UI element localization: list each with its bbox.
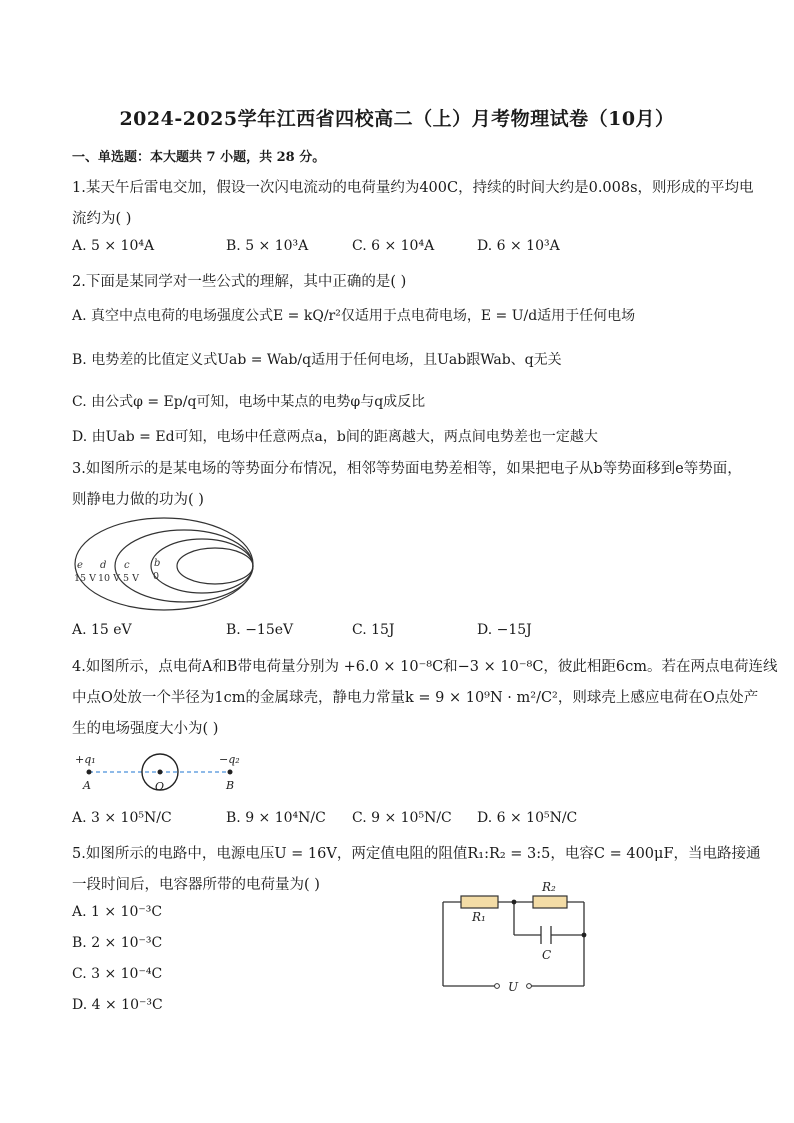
q3-stem-line1: 3.如图所示的是某电场的等势面分布情况，相邻等势面电势差相等，如果把电子从b等势面移到e等势面， xyxy=(72,461,742,477)
label-b: B xyxy=(226,779,235,792)
junction-left xyxy=(512,900,517,905)
label-u: U xyxy=(508,980,519,994)
q4-option-b[interactable]: B. 9 × 10⁴N/C xyxy=(226,810,326,826)
q2-option-c[interactable]: C. 由公式φ = Ep/q可知，电场中某点的电势φ与q成反比 xyxy=(72,394,426,410)
charge-b-dot xyxy=(228,770,233,775)
q4-option-a[interactable]: A. 3 × 10⁵N/C xyxy=(72,810,172,826)
q3-option-a[interactable]: A. 15 eV xyxy=(72,622,132,638)
potential-d: 10 V xyxy=(98,573,120,584)
q2-option-a[interactable]: A. 真空中点电荷的电场强度公式E = kQ/r²仅适用于点电荷电场，E = U/d适用于任何电场 xyxy=(72,308,636,324)
q4-stem-line3: 生的电场强度大小为( ) xyxy=(72,721,219,737)
charges-figure xyxy=(72,748,252,796)
label-c: c xyxy=(124,560,130,571)
potential-c: 5 V xyxy=(123,573,139,584)
resistor-r2 xyxy=(533,896,567,908)
q3-stem-line2: 则静电力做的功为( ) xyxy=(72,492,204,508)
equipotential-c xyxy=(151,539,253,593)
q5-option-d[interactable]: D. 4 × 10⁻³C xyxy=(72,997,163,1013)
charge-a-dot xyxy=(87,770,92,775)
q3-option-c[interactable]: C. 15J xyxy=(352,622,395,638)
q4-stem-line1: 4.如图所示，点电荷A和B带电荷量分别为 +6.0 × 10⁻⁸C和−3 × 10⁻⁸C，彼此相距6cm。若在两点电荷连线 xyxy=(72,659,778,675)
q1-option-c[interactable]: C. 6 × 10⁴A xyxy=(352,238,435,254)
q3-option-b[interactable]: B. −15eV xyxy=(226,622,294,638)
q5-option-c[interactable]: C. 3 × 10⁻⁴C xyxy=(72,966,163,982)
label-a: A xyxy=(83,779,91,792)
label-e: e xyxy=(77,560,83,571)
q5-stem-line2: 一段时间后，电容器所带的电荷量为( ) xyxy=(72,877,320,893)
q1-option-d[interactable]: D. 6 × 10³A xyxy=(477,238,560,254)
label-r2: R₂ xyxy=(542,880,556,894)
q1-option-b[interactable]: B. 5 × 10³A xyxy=(226,238,309,254)
equipotential-figure xyxy=(72,514,257,612)
q4-stem-line2: 中点O处放一个半径为1cm的金属球壳，静电力常量k = 9 × 10⁹N · m²/C²，则球壳上感应电荷在O点处产 xyxy=(72,690,759,706)
label-b: b xyxy=(154,558,161,569)
label-minus-q2: −q₂ xyxy=(219,753,240,766)
q2-option-d[interactable]: D. 由Uab = Ed可知，电场中任意两点a，b间的距离越大，两点间电势差也一定越大 xyxy=(72,429,598,445)
resistor-r1 xyxy=(461,896,498,908)
q1-option-a[interactable]: A. 5 × 10⁴A xyxy=(72,238,155,254)
equipotential-b xyxy=(177,548,253,584)
q4-option-d[interactable]: D. 6 × 10⁵N/C xyxy=(477,810,578,826)
q4-option-c[interactable]: C. 9 × 10⁵N/C xyxy=(352,810,452,826)
terminal-right xyxy=(527,984,532,989)
q1-stem-line1: 1.某天午后雷电交加，假设一次闪电流动的电荷量约为400C，持续的时间大约是0.008s，则形成的平均电 xyxy=(72,180,754,196)
q2-stem: 2.下面是某同学对一些公式的理解，其中正确的是( ) xyxy=(72,274,407,290)
q5-stem-line1: 5.如图所示的电路中，电源电压U = 16V，两定值电阻的阻值R₁:R₂ = 3:5，电容C = 400μF，当电路接通 xyxy=(72,846,761,862)
q5-option-a[interactable]: A. 1 × 10⁻³C xyxy=(72,904,163,920)
page-title: 2024-2025学年江西省四校高二（上）月考物理试卷（10月） xyxy=(119,108,675,130)
potential-b: 0 xyxy=(153,571,160,582)
circuit-figure xyxy=(438,876,594,994)
label-r1: R₁ xyxy=(472,910,486,924)
junction-right xyxy=(582,933,587,938)
q3-option-d[interactable]: D. −15J xyxy=(477,622,532,638)
label-o: O xyxy=(155,780,165,793)
label-plus-q1: +q₁ xyxy=(75,753,96,766)
section-heading: 一、单选题：本大题共 7 小题，共 28 分。 xyxy=(72,150,326,165)
q2-option-b[interactable]: B. 电势差的比值定义式Uab = Wab/q适用于任何电场，且Uab跟Wab、q无关 xyxy=(72,352,562,368)
label-c: C xyxy=(542,948,552,962)
terminal-left xyxy=(495,984,500,989)
q1-stem-line2: 流约为( ) xyxy=(72,211,132,227)
q5-option-b[interactable]: B. 2 × 10⁻³C xyxy=(72,935,163,951)
potential-e: 15 V xyxy=(74,573,96,584)
center-o-dot xyxy=(158,770,163,775)
label-d: d xyxy=(100,560,107,571)
